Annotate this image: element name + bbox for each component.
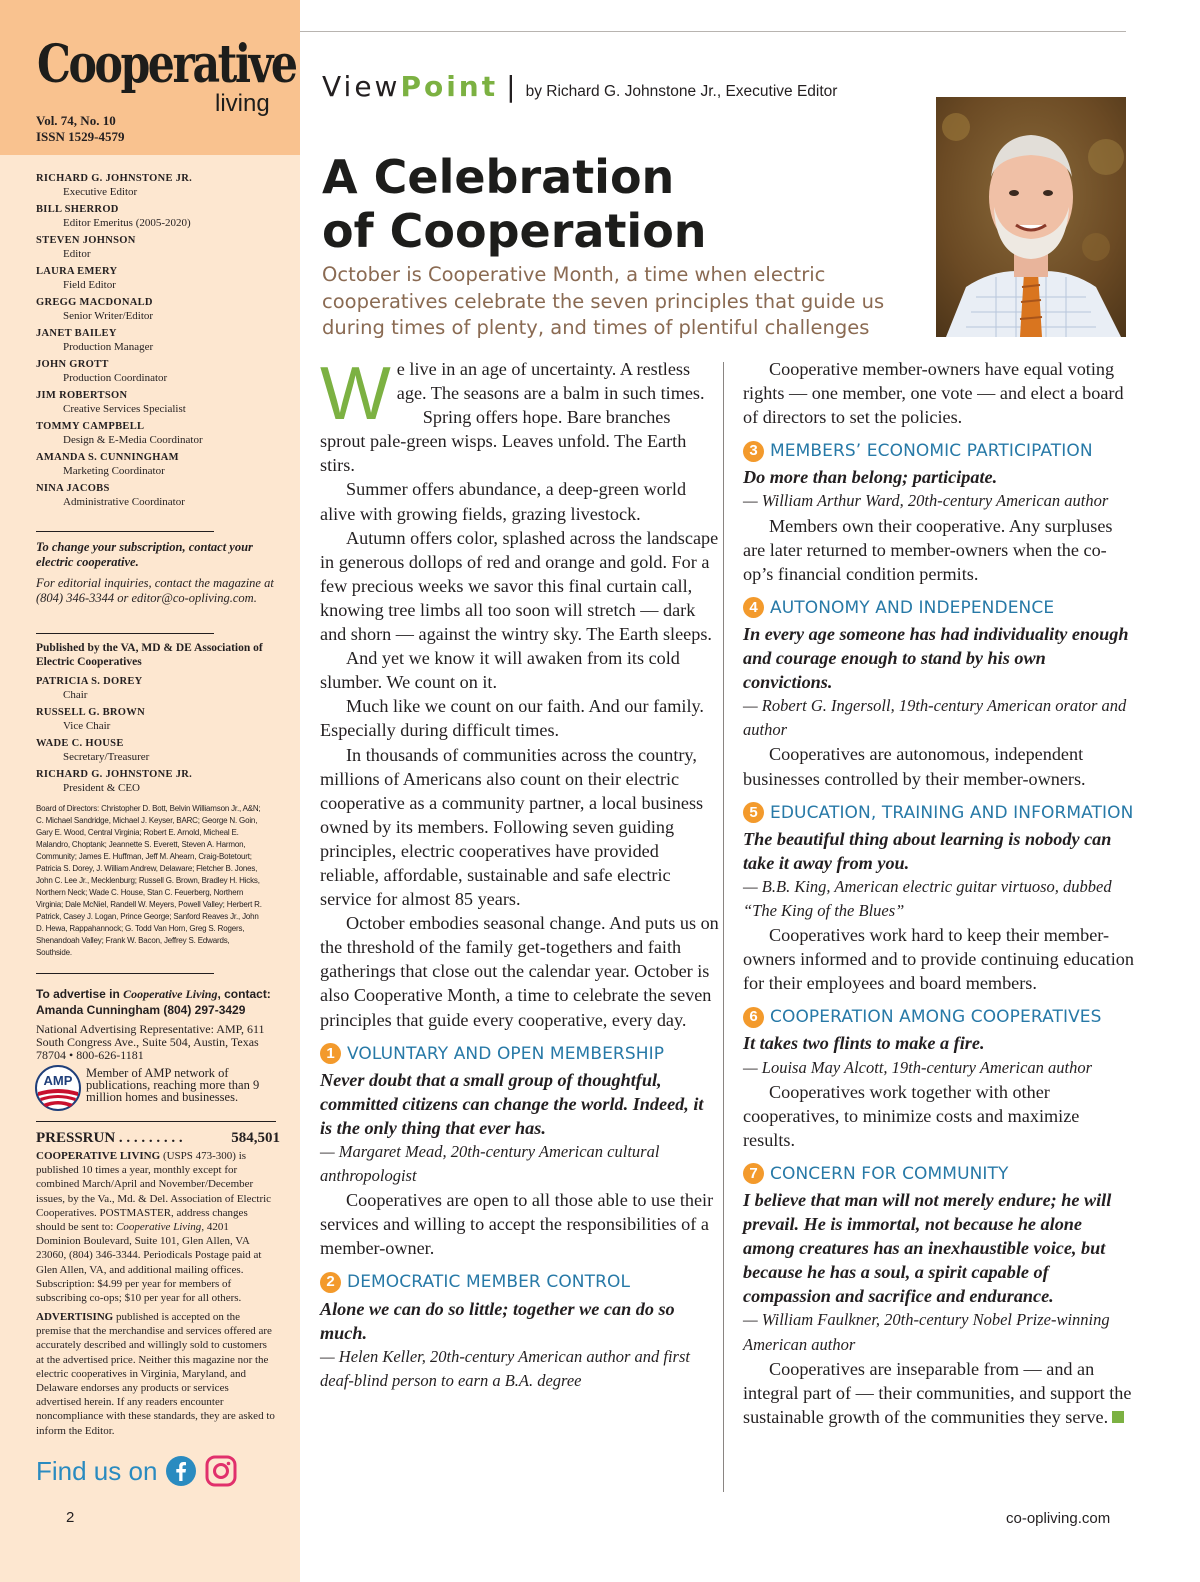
article-paragraph: Autumn offers color, splashed across the landscape in generous dollops of red and orange and gold. For a few precious weeks we savor this final curtain call, knowing tree limbs all too soon will stretch — dark and shorn — against the wintry sky. The Earth sleeps. [320, 527, 719, 645]
author-photo [936, 97, 1126, 337]
volume-number: Vol. 74, No. 10 [36, 113, 116, 128]
officers-list [36, 675, 286, 799]
staff-name: JIM ROBERTSON [36, 390, 128, 401]
officer [36, 737, 286, 764]
advertise-magazine: Cooperative Living [123, 987, 218, 1001]
postal-statement [36, 1149, 276, 1305]
volume-info [36, 113, 125, 145]
advertising-label: ADVERTISING [36, 1311, 114, 1323]
published-by: Published by the VA, MD & DE Association of Electric Cooperatives [36, 642, 263, 668]
principle-attribution: — B.B. King, American electric guitar virtuoso, dubbed “The King of the Blues” [743, 876, 1112, 920]
staff-name: LAURA EMERY [36, 266, 118, 277]
principle-heading [743, 596, 1135, 620]
staff-member [36, 203, 286, 230]
publisher-info [36, 641, 286, 673]
article-subtitle: October is Cooperative Month, a time when electric cooperatives celebrate the seven principles that guide us during times of plenty, and times of plentiful challenges [322, 263, 885, 339]
website-link[interactable]: co-opliving.com [1006, 1510, 1111, 1527]
title-line-1: A Celebration [322, 150, 675, 204]
principle-attribution: — Margaret Mead, 20th-century American cultural anthropologist [320, 1142, 660, 1186]
staff-title: Field Editor [63, 279, 116, 291]
staff-title: Editor Emeritus (2005-2020) [63, 217, 191, 229]
article-paragraph: Much like we count on our faith. And our family. Especially during difficult times. [320, 696, 704, 741]
end-mark-icon [1112, 1411, 1124, 1423]
board-of-directors: Board of Directors: Christopher D. Bott, Belvin Williamson Jr., A&N; C. Michael Sandridge, Michael J. Keyser, BARC; George N. Goin, Gary E. Wood, Central Virginia; Robert E. Arnold, Micheal E. Malandro, Choptank; Jeannette S. Everett, Steven A. Harmon, Community; James E. Huffman, Jeff M. Ahearn, Craig-Botetourt; Patricia S. Dorey, J. William Andrew, Delaware; Fletcher B. Jones, John C. Lee Jr., Mecklenburg; Russell G. Brown, Bradley H. Hicks, Northern Neck; Wade C. House, Stan C. Feuerberg, Northern Virginia; Dale McNiel, Randell W. Meyers, Powell Valley; Herbert R. Patrick, Casey J. Logan, Prince George; Sanford Reaves Jr., John D. Hewa, Rappahannock; G. Todd Van Horn, Greg S. Rogers, Shenandoah Valley; Frank W. Bacon, Jeffrey S. Edwards, Southside. [36, 803, 262, 957]
principle-number: 3 [743, 441, 764, 462]
sidebar [0, 0, 300, 1582]
advertising-text: published is accepted on the premise that the merchandise and services offered are accurately described and willingly sold to customers at the advertised price. Neither this magazine nor the electric cooperatives in Virginia, Maryland, and Delaware endorses any products or services advertised herein. If any readers encounter noncompliance with these standards, they are asked to inform the Editor. [36, 1311, 275, 1437]
pressrun-label: PRESSRUN . . . . . . . . . [36, 1130, 183, 1146]
officer [36, 675, 286, 702]
staff-member [36, 482, 286, 509]
principle-heading [743, 1005, 1135, 1029]
officer-name: WADE C. HOUSE [36, 738, 124, 749]
officer-name: RICHARD G. JOHNSTONE JR. [36, 769, 193, 780]
principle-title: EDUCATION, TRAINING AND INFORMATION [770, 802, 1134, 823]
staff-name: GREGG MACDONALD [36, 297, 153, 308]
staff-name: JANET BAILEY [36, 328, 117, 339]
principle-attribution: — William Arthur Ward, 20th-century American author [743, 491, 1109, 511]
article-paragraph: Spring offers hope. Bare branches sprout pale-green wisps. Leaves unfold. The Earth stirs. [320, 407, 687, 476]
principle-title: AUTONOMY AND INDEPENDENCE [770, 597, 1055, 618]
principle-number: 7 [743, 1163, 764, 1184]
staff-title: Editor [63, 248, 91, 260]
officer-name: RUSSELL G. BROWN [36, 707, 145, 718]
principle-quote: Alone we can do so little; together we can do so much. [320, 1298, 675, 1343]
article-paragraph: And yet we know it will awaken from its cold slumber. We count on it. [320, 648, 680, 693]
advertising-policy [36, 1310, 276, 1438]
principle-body: Cooperatives are autonomous, independent businesses controlled by their member-owners. [743, 744, 1086, 789]
article-column-1 [320, 351, 720, 1393]
top-rule [300, 31, 1126, 32]
principle-quote: I believe that man will not merely endure; he will prevail. He is immortal, not because he alone among creatures has an inexhaustible voice, but because he has a soul, a spirit capable of compassion and sacrifice and endurance. [743, 1190, 1112, 1307]
staff-name: NINA JACOBS [36, 483, 110, 494]
staff-member [36, 296, 286, 323]
staff-name: TOMMY CAMPBELL [36, 421, 145, 432]
staff-title: Executive Editor [63, 186, 138, 198]
staff-name: JOHN GROTT [36, 359, 109, 370]
advertise-prefix: To advertise in [36, 987, 124, 1001]
masthead [0, 0, 300, 155]
principle-body: Cooperatives are open to all those able to use their services and willing to accept the responsibilities of a member-owner. [320, 1190, 714, 1259]
principle-quote: In every age someone has had individuality enough and courage enough to stand by his own convictions. [743, 623, 1129, 693]
staff-member [36, 358, 286, 385]
find-us-label: Find us on [36, 1455, 158, 1486]
principle-body: Cooperatives work hard to keep their member-owners informed and to provide continuing education for their employees and board members. [743, 925, 1134, 994]
pressrun-value: 584,501 [231, 1130, 280, 1146]
article-paragraph: In thousands of communities across the country, millions of Americans also count on their electric cooperative as a community partner, a local business owned by its members. Following seven guiding principles, electric cooperatives have provided reliable, affordable, sustainable and safe electric service for almost 85 years. [320, 744, 704, 910]
staff-name: AMANDA S. CUNNINGHAM [36, 452, 179, 463]
issn: ISSN 1529-4579 [36, 129, 125, 144]
magazine-logo[interactable] [37, 34, 296, 117]
principle-heading [320, 1270, 720, 1294]
divider [36, 531, 214, 532]
principle-number: 1 [320, 1043, 341, 1064]
divider [36, 1121, 276, 1122]
principle-quote: It takes two flints to make a fire. [743, 1033, 985, 1054]
officer-title: Secretary/Treasurer [63, 751, 150, 763]
drop-cap: W [320, 351, 391, 435]
staff-name: RICHARD G. JOHNSTONE JR. [36, 173, 193, 184]
principle-attribution: — William Faulkner, 20th-century Nobel Prize-winning American author [743, 1310, 1110, 1354]
principle-attribution: — Helen Keller, 20th-century American author and first deaf-blind person to earn a B.A. degree [320, 1346, 690, 1390]
staff-member [36, 265, 286, 292]
staff-title: Creative Services Specialist [63, 403, 186, 415]
staff-title: Design & E-Media Coordinator [63, 434, 203, 446]
advertise-contact-name: Amanda Cunningham (804) 297-3429 [36, 1003, 246, 1017]
header-separator: | [506, 70, 516, 103]
staff-member [36, 172, 286, 199]
divider [36, 633, 214, 634]
officer [36, 768, 286, 795]
facebook-icon[interactable] [165, 1455, 197, 1487]
postal-usps: (USPS 473-300) is published 10 times a year, monthly except for combined March/April and November/December issues, by the Va., Md. & Del. Association of Electric Cooperatives. POSTMASTER, address changes should be sent to: [36, 1150, 272, 1234]
staff-member [36, 420, 286, 447]
principle-quote: Never doubt that a small group of thoughtful, committed citizens can change the world. Indeed, it is the only thing that ever has. [320, 1069, 704, 1138]
principle-heading [743, 801, 1135, 825]
officer-title: Vice Chair [63, 720, 111, 732]
staff-title: Production Manager [63, 341, 154, 353]
principle-title: DEMOCRATIC MEMBER CONTROL [347, 1272, 631, 1293]
staff-title: Marketing Coordinator [63, 465, 165, 477]
principle-title: MEMBERS’ ECONOMIC PARTICIPATION [770, 441, 1093, 462]
article-paragraph: October embodies seasonal change. And puts us on the threshold of the family get-togethers and faith gatherings that close out the calendar year. October is also Cooperative Month, a time to celebrate the seven principles that guide every cooperative, every day. [320, 913, 719, 1030]
principle-number: 2 [320, 1272, 341, 1293]
divider [36, 973, 214, 974]
principle-body: Cooperatives work together with other cooperatives, to minimize costs and maximize results. [743, 1081, 1080, 1150]
article-column-2 [743, 357, 1135, 1429]
column-divider [723, 362, 724, 1492]
staff-member [36, 451, 286, 478]
staff-list [36, 172, 286, 513]
pressrun [36, 1130, 280, 1147]
staff-name: BILL SHERROD [36, 204, 119, 215]
officer-name: PATRICIA S. DOREY [36, 676, 143, 687]
national-advertising-rep: National Advertising Representative: AMP, 611 South Congress Ave., Suite 504, Austin, Texas 78704 • 800-626-1181 [36, 1022, 265, 1062]
principle-quote: Do more than belong; participate. [743, 467, 998, 488]
principle-heading [743, 1162, 1135, 1186]
principle-heading [743, 439, 1135, 463]
find-us [36, 1455, 237, 1487]
staff-member [36, 327, 286, 354]
article-paragraph: Summer offers abundance, a deep-green world alive with growing fields, grazing livestock. [320, 479, 687, 524]
article-title [322, 150, 922, 258]
article-paragraph [320, 351, 720, 435]
principle-attribution: — Louisa May Alcott, 19th-century American author [743, 1057, 1093, 1077]
staff-member [36, 389, 286, 416]
principle-number: 6 [743, 1007, 764, 1028]
subscription-change: To change your subscription, contact your electric cooperative. [36, 540, 253, 569]
amp-logo-text: AMP [43, 1073, 73, 1088]
principle-title: COOPERATION AMONG COOPERATIVES [770, 1007, 1102, 1028]
officer-title: Chair [63, 689, 88, 701]
editorial-contact[interactable]: For editorial inquiries, contact the magazine at (804) 346-3344 or editor@co-opliving.com. [36, 576, 274, 605]
principle-body: Cooperative member-owners have equal voting rights — one member, one vote — and elect a board of directors to set the policies. [743, 359, 1124, 428]
page-number: 2 [66, 1509, 75, 1526]
staff-name: STEVEN JOHNSON [36, 235, 136, 246]
staff-member [36, 234, 286, 261]
staff-title: Production Coordinator [63, 372, 168, 384]
principle-attribution: — Robert G. Ingersoll, 19th-century American orator and author [743, 696, 1127, 740]
principle-title: VOLUNTARY AND OPEN MEMBERSHIP [347, 1043, 665, 1064]
officer [36, 706, 286, 733]
advertise-suffix: , contact: [217, 987, 271, 1001]
principle-quote: The beautiful thing about learning is nobody can take it away from you. [743, 828, 1112, 873]
officer-title: President & CEO [63, 782, 140, 794]
advertise-contact [36, 986, 286, 1018]
section-name-point: Point [400, 70, 499, 103]
postal-rest: , 4201 Dominion Boulevard, Suite 101, Glen Allen, VA 23060, (804) 346-3344. Periodicals Postage paid at Glen Allen, VA, and additional mailing offices. Subscription: $4.99 per year for members of subscribing co-ops; $10 per year for all others. [36, 1221, 262, 1305]
staff-title: Administrative Coordinator [63, 496, 185, 508]
section-header [322, 70, 837, 103]
postal-mag: Cooperative Living [116, 1221, 202, 1234]
principle-number: 4 [743, 597, 764, 618]
closing-text: Cooperatives are inseparable from — and an integral part of — their communities, and support the sustainable growth of the communities they serve. [743, 1358, 1132, 1427]
postal-mag-name: COOPERATIVE LIVING [36, 1150, 161, 1162]
principle-heading [320, 1042, 720, 1066]
principle-title: CONCERN FOR COMMUNITY [770, 1163, 1009, 1184]
amp-logo-icon [34, 1064, 82, 1112]
principle-body: Members own their cooperative. Any surpluses are later returned to member-owners when the co-op’s financial condition permits. [743, 515, 1113, 584]
subscription-note [36, 540, 286, 612]
byline: by Richard G. Johnstone Jr., Executive Editor [525, 83, 838, 100]
principle-body [743, 1357, 1135, 1429]
amp-member-note: Member of AMP network of publications, reaching more than 9 million homes and businesses. [86, 1066, 260, 1104]
opening-text: e live in an age of uncertainty. A restless age. The seasons are a balm in such times. [396, 359, 705, 404]
logo-main-text: Cooperative [37, 34, 296, 95]
principle-number: 5 [743, 802, 764, 823]
title-line-2: of Cooperation [322, 204, 707, 258]
logo-sub-text: living [215, 90, 270, 117]
staff-title: Senior Writer/Editor [63, 310, 154, 322]
section-name-view: View [322, 70, 401, 103]
instagram-icon[interactable] [205, 1455, 237, 1487]
